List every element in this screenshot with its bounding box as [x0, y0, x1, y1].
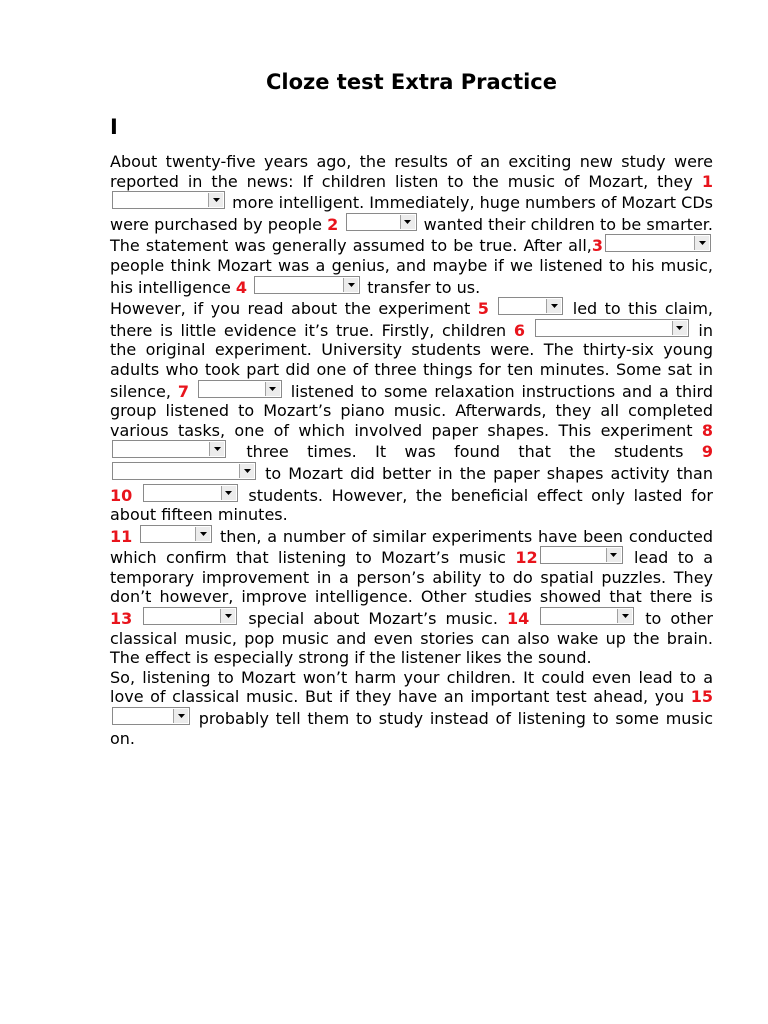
chevron-down-icon	[220, 609, 235, 623]
paragraph-4: So, listening to Mozart won’t harm your children. It could even lead to a love of classical music. But if they have an important test ahead, you 15 probably tell them to study instead of listening to some music on.	[110, 667, 713, 748]
chevron-down-icon	[265, 382, 280, 396]
paragraph-1: About twenty-five years ago, the results of an exciting new study were reported in the news: If children listen to the music of Mozart, they 1 more intelligent. Immediately, huge numbers of Mozart CDs were purchased by people 2 wanted their children to be smarter. The statement was generally assumed to be true. After all,3 people think Mozart was a genius, and maybe if we listened to his music, his intelligence 4 transfer to us.	[110, 152, 714, 297]
gap-dropdown-4[interactable]	[254, 276, 360, 294]
paragraph-3: 11 then, a number of similar experiments have been conducted which confirm that listening to Mozart’s music 12 lead to a temporary improvement in a person’s ability to do spatial puzzles. They don’t however, improve intelligence. Other studies showed that there is 13 special about Mozart’s music. 14 to other classical music, pop music and even stories can also wake up the brain. The effect is especially strong if the listener likes the sound.	[110, 526, 714, 668]
gap-number: 9	[701, 442, 713, 462]
gap-number: 3	[591, 236, 603, 256]
gap-dropdown-3[interactable]	[605, 234, 711, 252]
gap-number: 4	[235, 277, 248, 297]
gap-number: 7	[177, 381, 189, 401]
chevron-down-icon	[221, 486, 236, 500]
gap-number: 14	[506, 609, 530, 629]
gap-dropdown-13[interactable]	[143, 607, 237, 625]
gap-number: 11	[110, 526, 133, 546]
gap-dropdown-8[interactable]	[112, 440, 226, 458]
chevron-down-icon	[672, 321, 687, 335]
gap-dropdown-9[interactable]	[112, 462, 256, 480]
gap-dropdown-1[interactable]	[112, 191, 225, 209]
gap-dropdown-14[interactable]	[540, 607, 634, 625]
gap-number: 6	[513, 320, 526, 340]
chevron-down-icon	[694, 236, 709, 250]
chevron-down-icon	[546, 299, 561, 313]
gap-dropdown-5[interactable]	[498, 297, 563, 315]
gap-dropdown-10[interactable]	[143, 484, 238, 502]
gap-number: 13	[110, 609, 133, 629]
chevron-down-icon	[173, 709, 188, 723]
gap-dropdown-12[interactable]	[540, 546, 623, 564]
gap-number: 12	[515, 548, 538, 568]
chevron-down-icon	[239, 464, 254, 478]
gap-number: 5	[477, 299, 489, 319]
page-title: Cloze test Extra Practice	[265, 70, 557, 94]
chevron-down-icon	[195, 527, 210, 541]
chevron-down-icon	[400, 215, 415, 229]
chevron-down-icon	[617, 609, 632, 623]
gap-dropdown-15[interactable]	[112, 707, 190, 725]
gap-dropdown-11[interactable]	[140, 525, 212, 543]
paragraph-2: However, if you read about the experiment 5 led to this claim, there is little evidence it’s true. Firstly, children 6 in the original experiment. University students were. The thirty-six young adults who took part did one of three things for ten minutes. Some sat in silence, 7 listened to some relaxation instructions and a third group listened to Mozart’s piano music. Afterwards, they all completed various tasks, one of which involved paper shapes. This experiment 8 three times. It was found that the students 9 to Mozart did better in the paper shapes activity than 10 students. However, the beneficial effect only lasted for about fifteen minutes.	[110, 299, 714, 525]
gap-number: 2	[327, 214, 339, 234]
gap-number: 1	[701, 171, 713, 191]
chevron-down-icon	[209, 442, 224, 456]
cloze-passage	[110, 152, 713, 748]
gap-dropdown-7[interactable]	[198, 380, 282, 398]
gap-number: 8	[701, 420, 713, 440]
gap-dropdown-6[interactable]	[535, 319, 689, 337]
section-heading: I	[110, 115, 118, 139]
gap-number: 15	[690, 687, 713, 707]
chevron-down-icon	[208, 193, 223, 207]
chevron-down-icon	[343, 278, 358, 292]
chevron-down-icon	[606, 548, 621, 562]
gap-dropdown-2[interactable]	[346, 213, 417, 231]
gap-number: 10	[110, 485, 133, 505]
